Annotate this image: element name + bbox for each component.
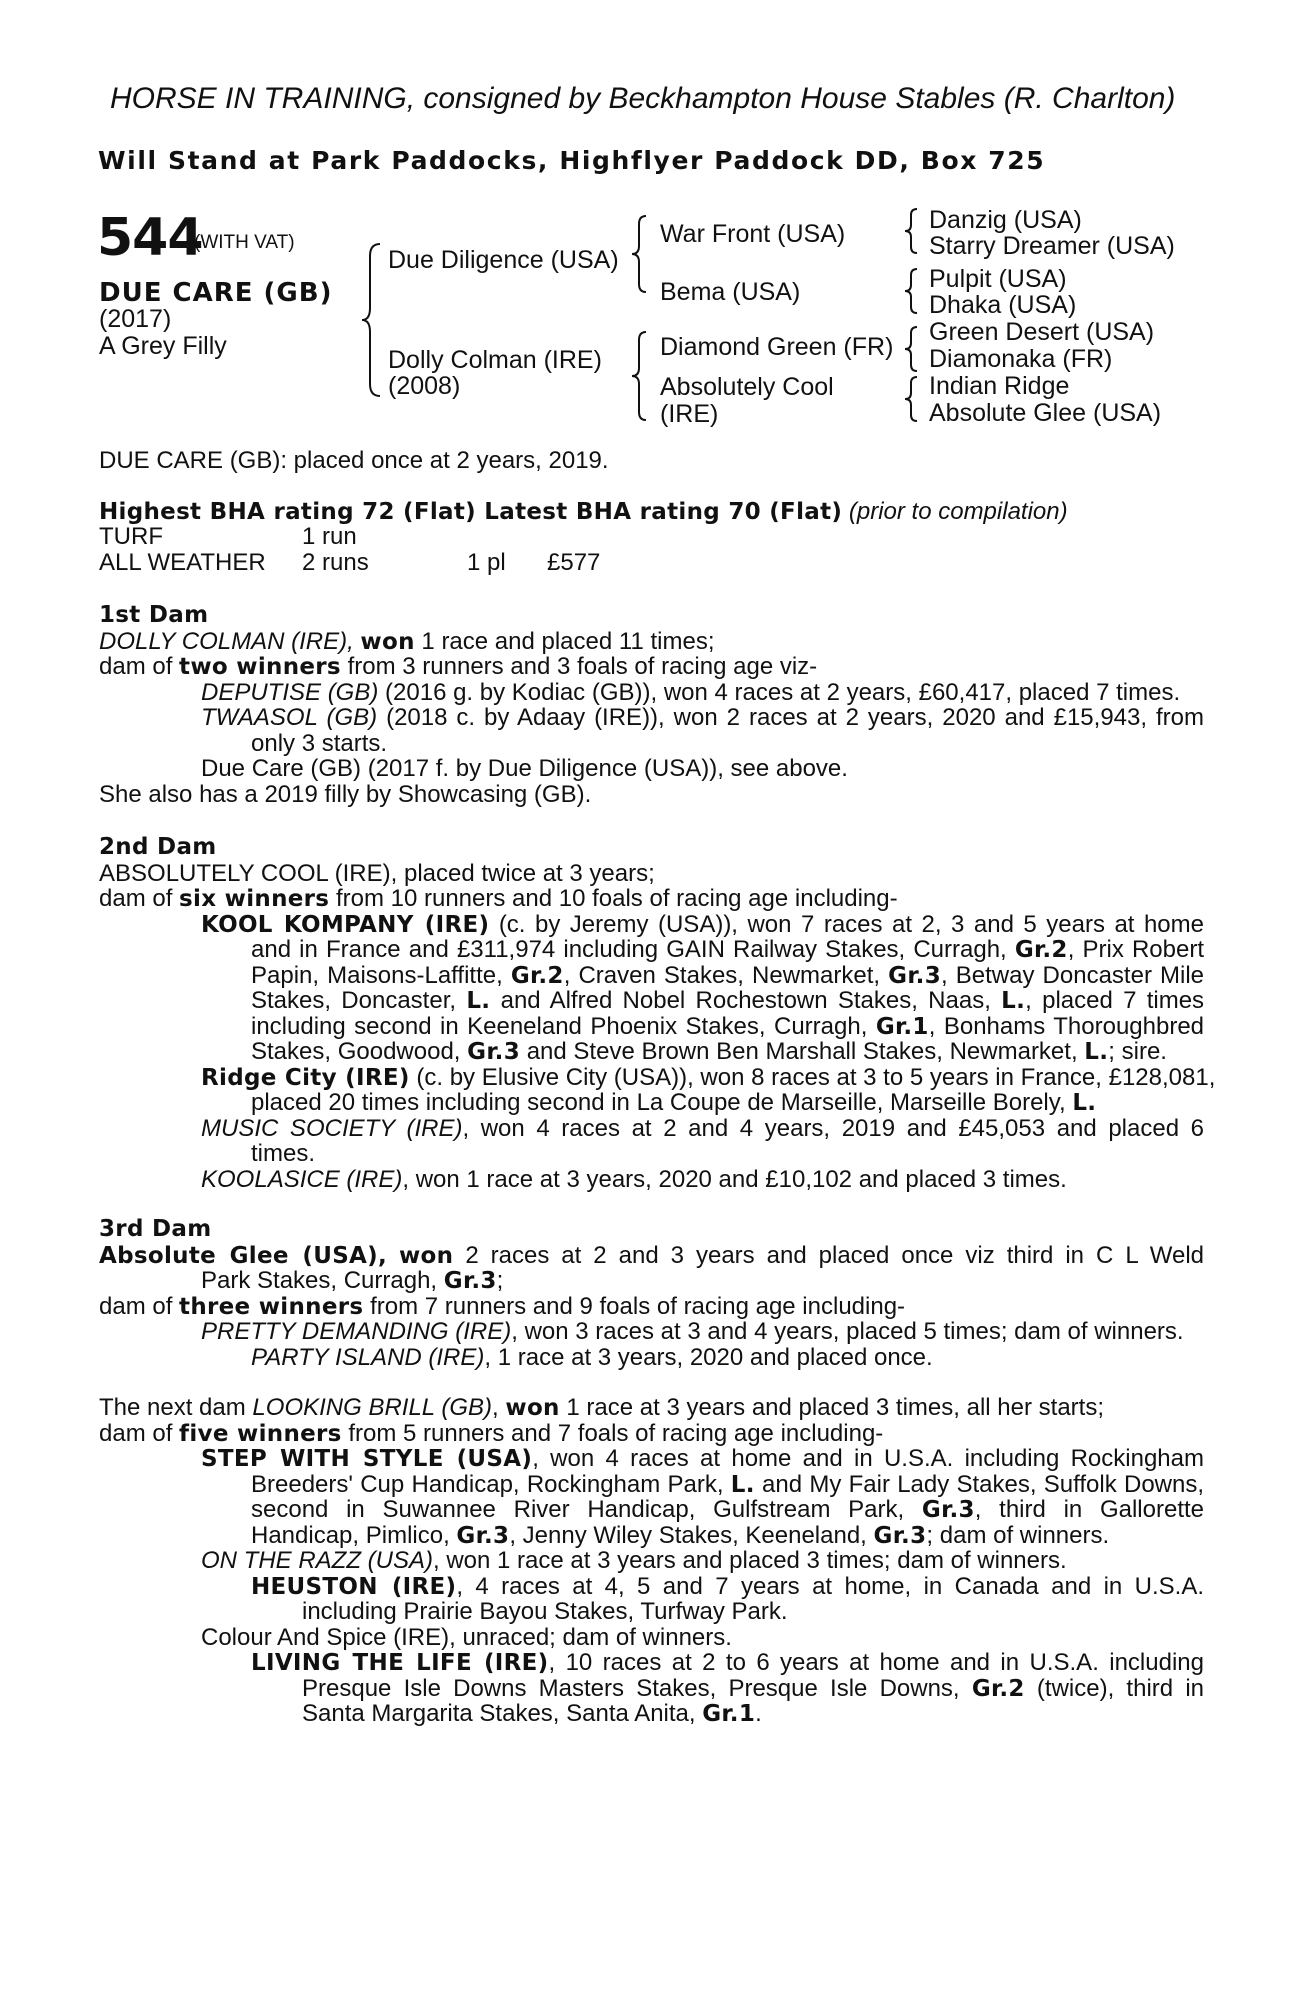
horse-name: DUE CARE (GB) bbox=[99, 278, 333, 308]
third-dam-section bbox=[99, 1217, 1204, 1370]
progeny-continuation: Stakes, Goodwood, Gr.3 and Steve Brown Ben Marshall Stakes, Newmarket, L.; sire. bbox=[251, 1038, 1167, 1065]
grand-progeny-continuation: including Prairie Bayou Stakes, Turfway Park. bbox=[302, 1598, 788, 1625]
pedigree-sire-dam: Bema (USA) bbox=[660, 278, 801, 306]
foaling-year: (2017) bbox=[99, 305, 172, 333]
progeny-continuation: Stakes, Doncaster, L. and Alfred Nobel Rochestown Stakes, Naas, L., placed 7 times bbox=[251, 988, 1204, 1014]
progeny-line: TWAASOL (GB) (2018 c. by Adaay (IRE)), won 2 races at 2 years, 2020 and £15,943, from bbox=[201, 705, 1204, 731]
pedigree-brace-sire bbox=[630, 212, 650, 296]
record-turf: TURF 1 run bbox=[99, 523, 357, 550]
section-heading: 1st Dam bbox=[99, 602, 209, 628]
dam-line-continuation: Park Stakes, Curragh, Gr.3; bbox=[201, 1267, 504, 1294]
grand-progeny-continuation: Santa Margarita Stakes, Santa Anita, Gr.1. bbox=[302, 1700, 762, 1727]
pedigree-g3-6: Diamonaka (FR) bbox=[929, 345, 1113, 373]
pedigree-g3-5: Green Desert (USA) bbox=[929, 318, 1155, 346]
section-heading: 3rd Dam bbox=[99, 1216, 212, 1242]
progeny-line: DEPUTISE (GB) (2016 g. by Kodiac (GB)), won 4 races at 2 years, £60,417, placed 7 times. bbox=[201, 678, 1181, 706]
pedigree-brace-main bbox=[360, 240, 384, 400]
progeny-line: Colour And Spice (IRE), unraced; dam of winners. bbox=[201, 1623, 732, 1651]
pedigree-g3-7: Indian Ridge bbox=[929, 372, 1070, 400]
progeny-continuation: Papin, Maisons-Laffitte, Gr.2, Craven Stakes, Newmarket, Gr.3, Betway Doncaster Mile bbox=[251, 962, 1204, 988]
progeny-line: KOOLASICE (IRE), won 1 race at 3 years, 2020 and £10,102 and placed 3 times. bbox=[201, 1165, 1067, 1193]
lot-number: 544 bbox=[97, 208, 203, 268]
grand-progeny-continuation: Presque Isle Downs Masters Stakes, Presque Isle Downs, Gr.2 (twice), third in bbox=[302, 1675, 1204, 1701]
pedigree-dam-dam: Absolutely Cool bbox=[660, 373, 834, 401]
dam-line: DOLLY COLMAN (IRE), won 1 race and placed 11 times; bbox=[99, 627, 715, 655]
progeny-continuation: Handicap, Pimlico, Gr.3, Jenny Wiley Stakes, Keeneland, Gr.3; dam of winners. bbox=[251, 1521, 1110, 1549]
dam-line: The next dam LOOKING BRILL (GB), won 1 race at 3 years and placed 3 times, all her starts; bbox=[99, 1394, 1104, 1421]
pedigree-g3-8: Absolute Glee (USA) bbox=[929, 399, 1162, 427]
horse-description: A Grey Filly bbox=[99, 332, 227, 360]
dam-line: ABSOLUTELY COOL (IRE), placed twice at 3 years; bbox=[99, 859, 655, 887]
dam-produce-line: dam of three winners from 7 runners and 9 foals of racing age including- bbox=[99, 1292, 906, 1320]
pedigree-brace-g3 bbox=[903, 324, 921, 374]
progeny-continuation: second in Suwannee River Handicap, Gulfstream Park, Gr.3, third in Gallorette bbox=[251, 1497, 1204, 1523]
dam-line: Absolute Glee (USA), won 2 races at 2 and 3 years and placed once viz third in C L Weld bbox=[99, 1242, 1204, 1268]
vat-note: (WITH VAT) bbox=[194, 232, 295, 253]
progeny-line: MUSIC SOCIETY (IRE), won 4 races at 2 and 4 years, 2019 and £45,053 and placed 6 bbox=[201, 1115, 1204, 1141]
pedigree-dam-dam-suffix: (IRE) bbox=[660, 400, 719, 428]
progeny-line: STEP WITH STYLE (USA), won 4 races at home and in U.S.A. including Rockingham bbox=[201, 1446, 1204, 1472]
bha-ratings: Highest BHA rating 72 (Flat) Latest BHA rating 70 (Flat) (prior to compilation) bbox=[99, 497, 1068, 525]
pedigree-dam-sire: Diamond Green (FR) bbox=[660, 333, 894, 361]
pedigree-sire: Due Diligence (USA) bbox=[388, 246, 619, 274]
progeny-continuation: and in France and £311,974 including GAIN Railway Stakes, Curragh, Gr.2, Prix Robert bbox=[251, 937, 1204, 963]
progeny-continuation: only 3 starts. bbox=[251, 729, 388, 757]
progeny-continuation: Breeders' Cup Handicap, Rockingham Park, L. and My Fair Lady Stakes, Suffolk Downs, bbox=[251, 1471, 1204, 1497]
pedigree-g3-3: Pulpit (USA) bbox=[929, 265, 1067, 293]
race-summary: DUE CARE (GB): placed once at 2 years, 2019. bbox=[99, 447, 609, 474]
progeny-line: ON THE RAZZ (USA), won 1 race at 3 years and placed 3 times; dam of winners. bbox=[201, 1547, 1067, 1574]
stand-location: Will Stand at Park Paddocks, Highflyer Paddock DD, Box 725 bbox=[98, 146, 1046, 175]
consignment-header: HORSE IN TRAINING, consigned by Beckhampton House Stables (R. Charlton) bbox=[110, 82, 1176, 115]
progeny-continuation: placed 20 times including second in La Coupe de Marseille, Marseille Borely, L. bbox=[251, 1089, 1097, 1116]
pedigree-brace-g1 bbox=[903, 206, 921, 256]
pedigree-g3-1: Danzig (USA) bbox=[929, 206, 1082, 234]
progeny-line: Ridge City (IRE) (c. by Elusive City (USA)), won 8 races at 3 to 5 years in France, £128,081, bbox=[201, 1063, 1216, 1091]
progeny-line: KOOL KOMPANY (IRE) (c. by Jeremy (USA)), won 7 races at 2, 3 and 5 years at home bbox=[201, 911, 1204, 937]
section-heading: 2nd Dam bbox=[99, 834, 217, 860]
pedigree-dam-year: (2008) bbox=[388, 372, 461, 400]
pedigree-g3-4: Dhaka (USA) bbox=[929, 291, 1077, 319]
record-all-weather: ALL WEATHER 2 runs 1 pl £577 bbox=[99, 548, 601, 576]
pedigree-sire-sire: War Front (USA) bbox=[660, 220, 846, 248]
progeny-continuation: including second in Keeneland Phoenix Stakes, Curragh, Gr.1, Bonhams Thoroughbred bbox=[251, 1013, 1204, 1039]
pedigree-brace-dam bbox=[630, 328, 650, 424]
pedigree-g3-2: Starry Dreamer (USA) bbox=[929, 232, 1175, 260]
grand-progeny-line: LIVING THE LIFE (IRE), 10 races at 2 to 6 years at home and in U.S.A. including bbox=[251, 1650, 1204, 1676]
dam-produce-line: dam of six winners from 10 runners and 10 foals of racing age including- bbox=[99, 885, 898, 912]
grand-progeny-line: HEUSTON (IRE), 4 races at 4, 5 and 7 years at home, in Canada and in U.S.A. bbox=[251, 1573, 1204, 1599]
pedigree-brace-g4 bbox=[903, 374, 921, 424]
progeny-note: She also has a 2019 filly by Showcasing (GB). bbox=[99, 780, 592, 808]
first-dam-section bbox=[99, 603, 1204, 807]
grand-progeny-line: PARTY ISLAND (IRE), 1 race at 3 years, 2020 and placed once. bbox=[251, 1343, 933, 1371]
progeny-continuation: times. bbox=[251, 1140, 316, 1167]
second-dam-section bbox=[99, 834, 1216, 1193]
dam-produce-line: dam of five winners from 5 runners and 7 foals of racing age including- bbox=[99, 1419, 884, 1447]
progeny-line: Due Care (GB) (2017 f. by Due Diligence (USA)), see above. bbox=[201, 755, 848, 782]
race-summary-block bbox=[99, 448, 1204, 575]
pedigree-dam: Dolly Colman (IRE) bbox=[388, 346, 602, 374]
pedigree-brace-g2 bbox=[903, 266, 921, 316]
dam-produce-line: dam of two winners from 3 runners and 3 foals of racing age viz- bbox=[99, 653, 818, 680]
next-dam-section bbox=[99, 1395, 1204, 1727]
progeny-line: PRETTY DEMANDING (IRE), won 3 races at 3 and 4 years, placed 5 times; dam of winners. bbox=[201, 1318, 1184, 1345]
